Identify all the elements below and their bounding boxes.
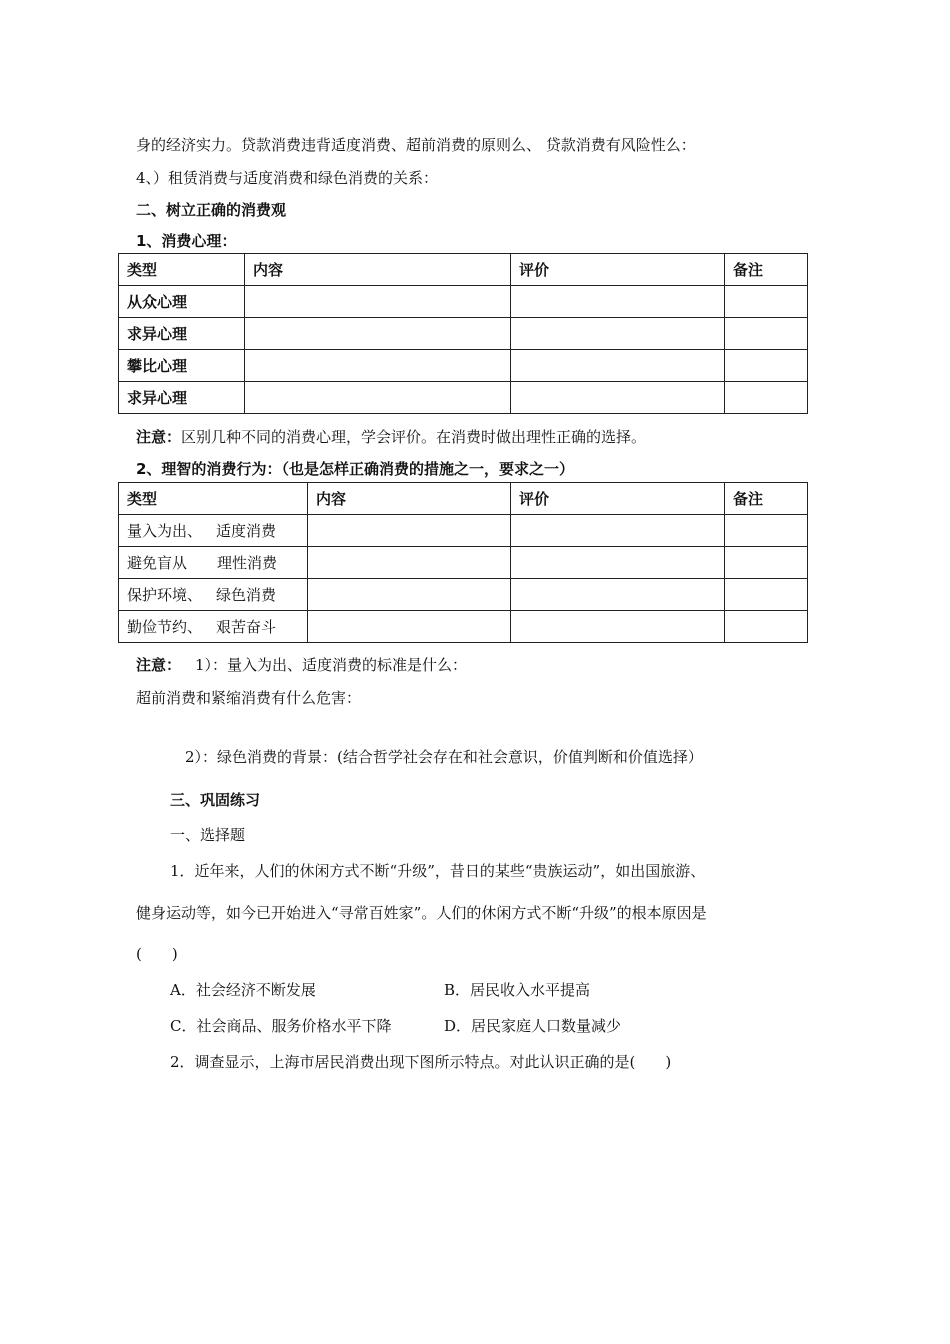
remarks-cell[interactable] <box>725 286 808 318</box>
content-cell[interactable] <box>245 350 511 382</box>
table-row <box>119 611 808 643</box>
option-d[interactable]: D．居民家庭人口数量减少 <box>444 1017 622 1035</box>
row-type-part1: 量入为出、 <box>127 521 203 540</box>
intro-line-1: 身的经济实力。贷款消费违背适度消费、超前消费的原则么、 贷款消费有风险性么： <box>136 136 696 154</box>
question-1-line-1: 1．近年来，人们的休闲方式不断“升级”，昔日的某些“贵族运动”，如出国旅游、 <box>170 862 706 880</box>
row-type: 求异心理 <box>119 382 245 414</box>
remarks-cell[interactable] <box>725 515 808 547</box>
remarks-cell[interactable] <box>725 318 808 350</box>
row-type-part1: 勤俭节约、 <box>127 617 203 636</box>
row-type: 求异心理 <box>119 318 245 350</box>
note-2-line-2: 超前消费和紧缩消费有什么危害： <box>136 689 362 707</box>
intro-line-2: 4、）租赁消费与适度消费和绿色消费的关系： <box>136 169 439 187</box>
note-label: 注意： <box>136 428 182 446</box>
note-text: 1）：量入为出、适度消费的标准是什么： <box>195 656 468 674</box>
rational-behavior-table <box>118 482 808 643</box>
content-cell[interactable] <box>308 611 511 643</box>
evaluation-cell[interactable] <box>511 547 725 579</box>
subheading-consumption-psychology: 1、消费心理： <box>136 232 237 250</box>
header-remarks: 备注 <box>725 483 808 515</box>
content-cell[interactable] <box>245 382 511 414</box>
table-row <box>119 579 808 611</box>
header-type: 类型 <box>119 254 245 286</box>
question-2: 2．调查显示，上海市居民消费出现下图所示特点。对此认识正确的是( ) <box>170 1053 672 1071</box>
evaluation-cell[interactable] <box>511 382 725 414</box>
row-type: 攀比心理 <box>119 350 245 382</box>
evaluation-cell[interactable] <box>511 350 725 382</box>
row-type-part1: 避免盲从 <box>127 553 188 572</box>
row-type <box>119 579 308 611</box>
subheading-multiple-choice: 一、选择题 <box>170 826 246 844</box>
header-content: 内容 <box>308 483 511 515</box>
table-row <box>119 515 808 547</box>
note-label: 注意： <box>136 656 182 674</box>
evaluation-cell[interactable] <box>511 286 725 318</box>
row-type-part2: 绿色消费 <box>216 585 277 604</box>
content-cell[interactable] <box>308 515 511 547</box>
row-type <box>119 547 308 579</box>
note-3: 2）：绿色消费的背景：(结合哲学社会存在和社会意识，价值判断和价值选择） <box>185 748 703 766</box>
consumption-psychology-table <box>118 253 808 414</box>
row-type-part2: 适度消费 <box>216 521 277 540</box>
evaluation-cell[interactable] <box>511 318 725 350</box>
table-row <box>119 547 808 579</box>
remarks-cell[interactable] <box>725 547 808 579</box>
row-type-part2: 理性消费 <box>217 553 278 572</box>
note-1 <box>136 427 646 447</box>
row-type-part2: 艰苦奋斗 <box>216 617 277 636</box>
row-type: 从众心理 <box>119 286 245 318</box>
table-row <box>119 382 808 414</box>
evaluation-cell[interactable] <box>511 515 725 547</box>
remarks-cell[interactable] <box>725 382 808 414</box>
section-heading-3: 三、巩固练习 <box>170 791 261 809</box>
table-row <box>119 318 808 350</box>
header-evaluation: 评价 <box>511 254 725 286</box>
question-1-line-2: 健身运动等，如今已开始进入“寻常百姓家”。人们的休闲方式不断“升级”的根本原因是 <box>136 904 707 922</box>
table-row <box>119 286 808 318</box>
content-cell[interactable] <box>308 547 511 579</box>
option-b[interactable]: B．居民收入水平提高 <box>444 981 591 999</box>
header-content: 内容 <box>245 254 511 286</box>
evaluation-cell[interactable] <box>511 579 725 611</box>
content-cell[interactable] <box>245 286 511 318</box>
header-remarks: 备注 <box>725 254 808 286</box>
row-type <box>119 515 308 547</box>
question-1-answer-blank: ( ) <box>136 945 178 963</box>
subheading-rational-behavior: 2、理智的消费行为：（也是怎样正确消费的措施之一，要求之一） <box>136 460 574 478</box>
header-type: 类型 <box>119 483 308 515</box>
table-header-row <box>119 254 808 286</box>
section-heading-2: 二、树立正确的消费观 <box>136 201 287 219</box>
row-type <box>119 611 308 643</box>
content-cell[interactable] <box>245 318 511 350</box>
note-text: 区别几种不同的消费心理，学会评价。在消费时做出理性正确的选择。 <box>181 428 647 446</box>
remarks-cell[interactable] <box>725 579 808 611</box>
option-c[interactable]: C．社会商品、服务价格水平下降 <box>170 1017 392 1035</box>
content-cell[interactable] <box>308 579 511 611</box>
table-row <box>119 350 808 382</box>
header-evaluation: 评价 <box>511 483 725 515</box>
option-a[interactable]: A．社会经济不断发展 <box>170 981 316 999</box>
table-header-row <box>119 483 808 515</box>
row-type-part1: 保护环境、 <box>127 585 203 604</box>
note-2 <box>136 655 467 675</box>
evaluation-cell[interactable] <box>511 611 725 643</box>
remarks-cell[interactable] <box>725 611 808 643</box>
remarks-cell[interactable] <box>725 350 808 382</box>
